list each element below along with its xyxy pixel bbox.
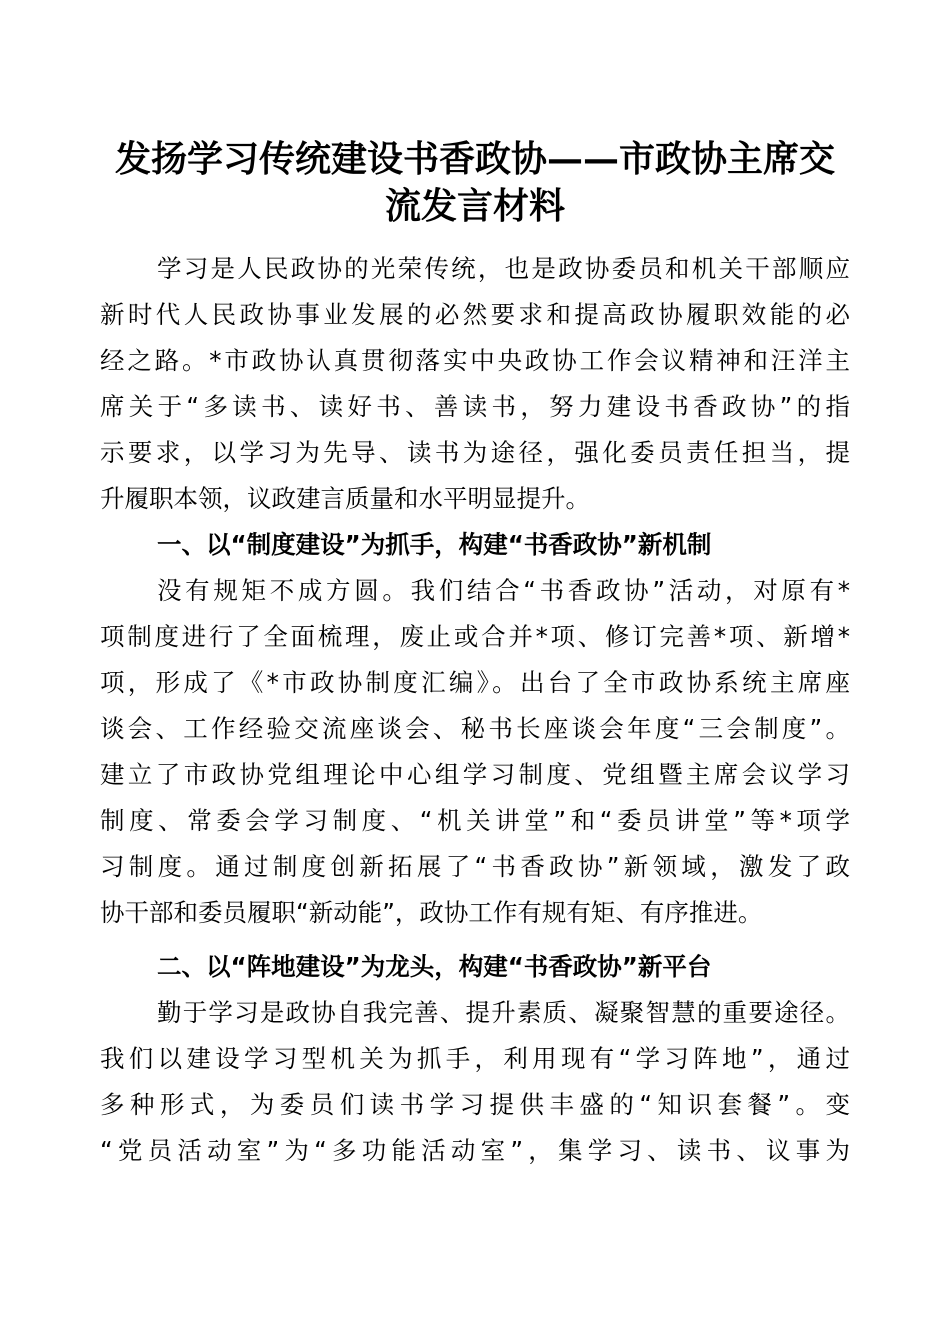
paragraph-line: 项制度进行了全面梳理，废止或合并*项、修订完善*项、新增* (100, 622, 850, 651)
paragraph-line: 学习是人民政协的光荣传统，也是政协委员和机关干部顺应 (157, 254, 850, 283)
paragraph-line: 没有规矩不成方圆。我们结合“书香政协”活动，对原有* (157, 576, 850, 605)
section-heading-1: 一、以“制度建设”为抓手，构建“书香政协”新机制 (157, 530, 712, 559)
paragraph-line: 我们以建设学习型机关为抓手，利用现有“学习阵地”，通过 (100, 1044, 850, 1073)
document-title-line-1: 发扬学习传统建设书香政协——市政协主席交 (114, 138, 835, 180)
paragraph-line: 示要求，以学习为先导、读书为途径，强化委员责任担当，提 (100, 438, 850, 467)
paragraph-line: 勤于学习是政协自我完善、提升素质、凝聚智慧的重要途径。 (157, 998, 850, 1027)
paragraph-line: 升履职本领，议政建言质量和水平明显提升。 (100, 484, 590, 513)
paragraph-line: 经之路。*市政协认真贯彻落实中央政协工作会议精神和汪洋主 (100, 346, 850, 375)
document-title-line-2: 流发言材料 (384, 185, 565, 227)
paragraph-line: 席关于“多读书、读好书、善读书，努力建设书香政协”的指 (100, 392, 850, 421)
paragraph-line: 多种形式，为委员们读书学习提供丰盛的“知识套餐”。变 (100, 1090, 850, 1119)
paragraph-line: 谈会、工作经验交流座谈会、秘书长座谈会年度“三会制度”。 (100, 714, 850, 743)
section-heading-2: 二、以“阵地建设”为龙头，构建“书香政协”新平台 (157, 952, 712, 981)
paragraph-line: 项，形成了《*市政协制度汇编》。出台了全市政协系统主席座 (100, 668, 850, 697)
paragraph-line: “党员活动室”为“多功能活动室”，集学习、读书、议事为 (100, 1136, 850, 1165)
paragraph-line: 建立了市政协党组理论中心组学习制度、党组暨主席会议学习 (100, 760, 850, 789)
paragraph-line: 习制度。通过制度创新拓展了“书香政协”新领域，激发了政 (100, 852, 850, 881)
paragraph-line: 新时代人民政协事业发展的必然要求和提高政协履职效能的必 (100, 300, 850, 329)
paragraph-line: 协干部和委员履职“新动能”，政协工作有规有矩、有序推进。 (100, 898, 763, 927)
paragraph-line: 制度、常委会学习制度、“机关讲堂”和“委员讲堂”等*项学 (100, 806, 850, 835)
